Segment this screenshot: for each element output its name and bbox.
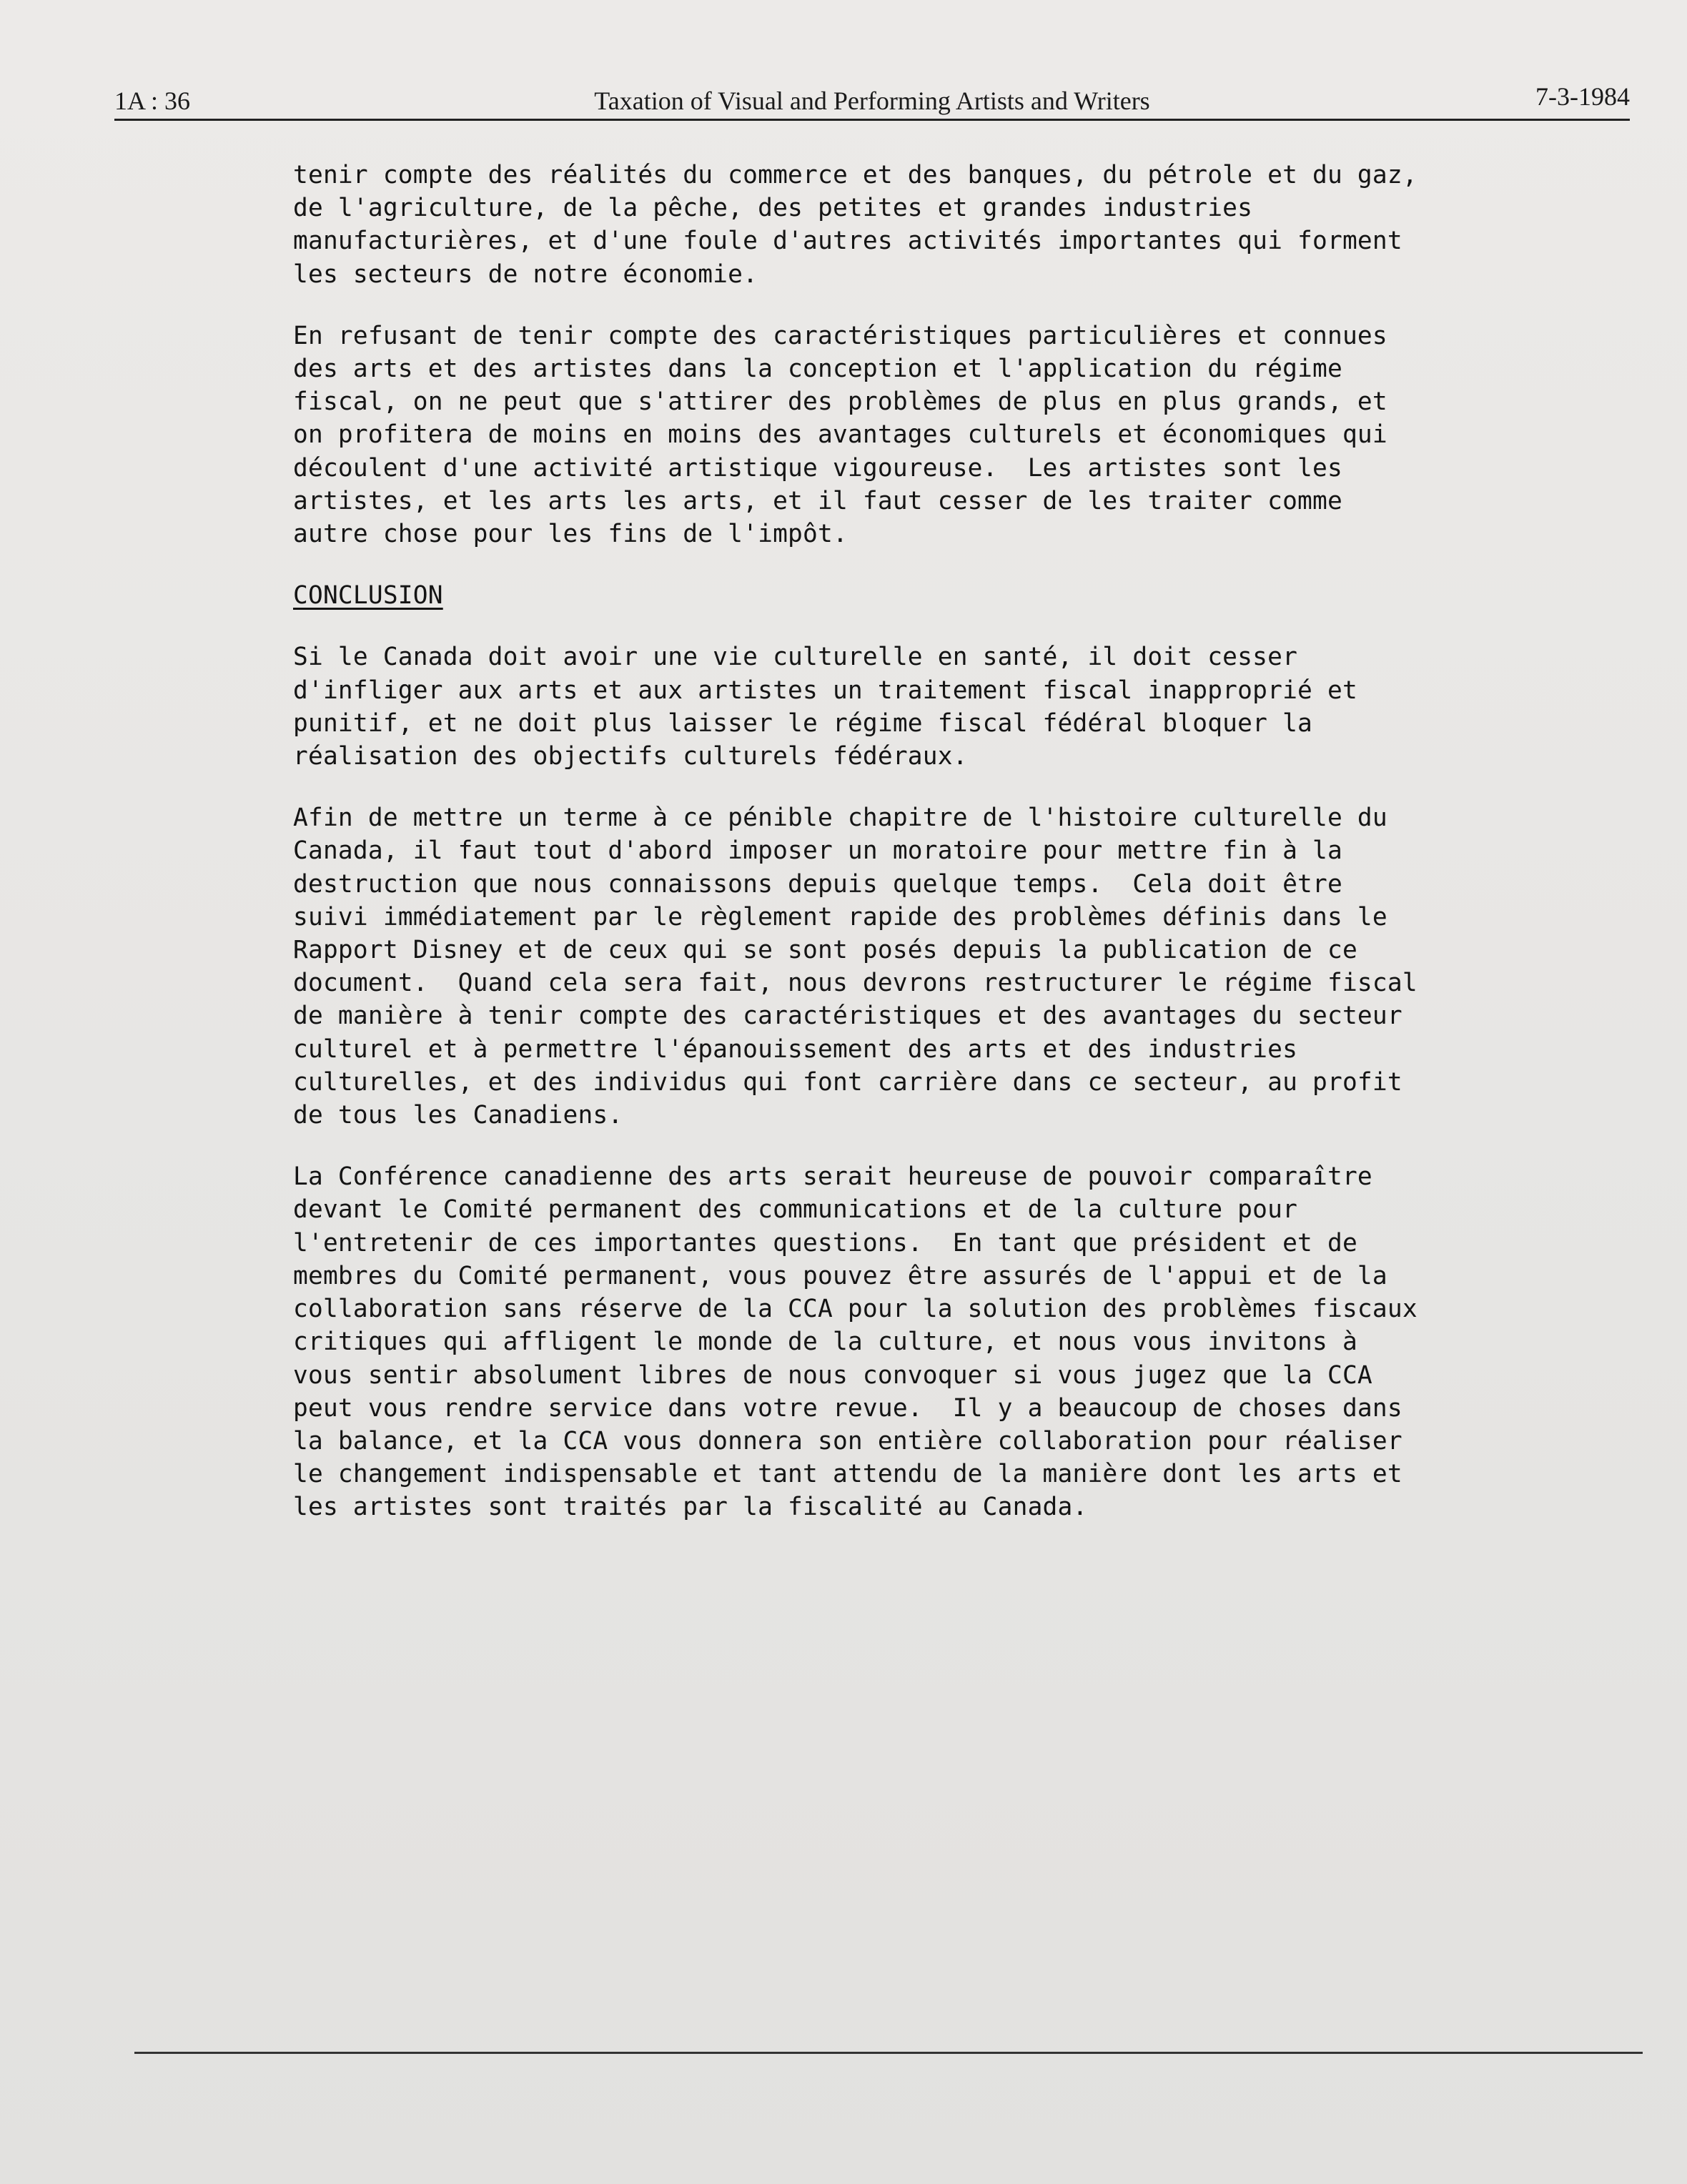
text-line: destruction que nous connaissons depuis quelque temps. Cela doit être bbox=[293, 869, 1342, 899]
text-line: tenir compte des réalités du commerce et des banques, du pétrole et du gaz, bbox=[293, 161, 1418, 189]
header-rule bbox=[114, 119, 1630, 121]
text-line: des arts et des artistes dans la conception et l'application du régime bbox=[293, 355, 1342, 384]
text-line: de manière à tenir compte des caractéristiques et des avantages du secteur bbox=[293, 1002, 1402, 1031]
conclusion-paragraph-1 bbox=[293, 641, 1523, 773]
text-line: Si le Canada doit avoir une vie culturelle en santé, il doit cesser bbox=[293, 643, 1298, 672]
text-line: manufacturières, et d'une foule d'autres activités importantes qui forment bbox=[293, 227, 1402, 256]
section-heading: CONCLUSION bbox=[293, 581, 443, 611]
text-line: En refusant de tenir compte des caractéristiques particulières et connues bbox=[293, 321, 1387, 350]
text-line: critiques qui affligent le monde de la culture, et nous vous invitons à bbox=[293, 1328, 1357, 1357]
text-line: fiscal, on ne peut que s'attirer des problèmes de plus en plus grands, et bbox=[293, 387, 1387, 417]
text-line: Rapport Disney et de ceux qui se sont posés depuis la publication de ce bbox=[293, 936, 1357, 965]
text-line: vous sentir absolument libres de nous convoquer si vous jugez que la CCA bbox=[293, 1360, 1372, 1390]
text-line: les secteurs de notre économie. bbox=[293, 260, 758, 289]
text-line: membres du Comité permanent, vous pouvez être assurés de l'appui et de la bbox=[293, 1261, 1387, 1290]
text-line: punitif, et ne doit plus laisser le régime fiscal fédéral bloquer la bbox=[293, 708, 1313, 738]
text-line: l'entretenir de ces importantes questions. En tant que président et de bbox=[293, 1228, 1357, 1257]
page-header bbox=[114, 80, 1630, 123]
text-line: la balance, et la CCA vous donnera son entière collaboration pour réaliser bbox=[293, 1426, 1402, 1456]
text-line: de l'agriculture, de la pêche, des petites et grandes industries bbox=[293, 194, 1253, 223]
page-reference: 1A : 36 bbox=[114, 87, 191, 115]
paragraph-1 bbox=[293, 159, 1523, 291]
text-line: document. Quand cela sera fait, nous devrons restructurer le régime fiscal bbox=[293, 969, 1418, 998]
text-line: suivi immédiatement par le règlement rapide des problèmes définis dans le bbox=[293, 902, 1387, 932]
text-line: artistes, et les arts les arts, et il faut cesser de les traiter comme bbox=[293, 486, 1342, 515]
text-line: collaboration sans réserve de la CCA pour la solution des problèmes fiscaux bbox=[293, 1295, 1418, 1324]
text-line: d'infliger aux arts et aux artistes un traitement fiscal inapproprié et bbox=[293, 676, 1357, 705]
text-line: culturel et à permettre l'épanouissement des arts et des industries bbox=[293, 1034, 1298, 1064]
conclusion-paragraph-2 bbox=[293, 801, 1523, 1132]
text-line: de tous les Canadiens. bbox=[293, 1101, 623, 1130]
running-title: Taxation of Visual and Performing Artists and Writers bbox=[594, 87, 1150, 115]
document-body bbox=[293, 159, 1523, 1553]
text-line: on profitera de moins en moins des avantages culturels et économiques qui bbox=[293, 420, 1387, 450]
text-line: autre chose pour les fins de l'impôt. bbox=[293, 520, 848, 549]
footer-rule bbox=[134, 2052, 1643, 2054]
text-line: La Conférence canadienne des arts serait heureuse de pouvoir comparaître bbox=[293, 1162, 1372, 1192]
text-line: les artistes sont traités par la fiscalité au Canada. bbox=[293, 1493, 1088, 1522]
conclusion-paragraph-3 bbox=[293, 1160, 1523, 1523]
text-line: découlent d'une activité artistique vigoureuse. Les artistes sont les bbox=[293, 453, 1342, 483]
text-line: réalisation des objectifs culturels fédéraux. bbox=[293, 742, 968, 771]
text-line: le changement indispensable et tant attendu de la manière dont les arts et bbox=[293, 1460, 1402, 1489]
text-line: devant le Comité permanent des communications et de la culture pour bbox=[293, 1195, 1298, 1225]
text-line: culturelles, et des individus qui font carrière dans ce secteur, au profit bbox=[293, 1067, 1402, 1097]
text-line: peut vous rendre service dans votre revue. Il y a beaucoup de choses dans bbox=[293, 1393, 1402, 1423]
paragraph-2 bbox=[293, 320, 1523, 550]
text-line: Afin de mettre un terme à ce pénible chapitre de l'histoire culturelle du bbox=[293, 804, 1387, 833]
text-line: Canada, il faut tout d'abord imposer un moratoire pour mettre fin à la bbox=[293, 836, 1342, 866]
header-date: 7-3-1984 bbox=[1535, 82, 1630, 111]
